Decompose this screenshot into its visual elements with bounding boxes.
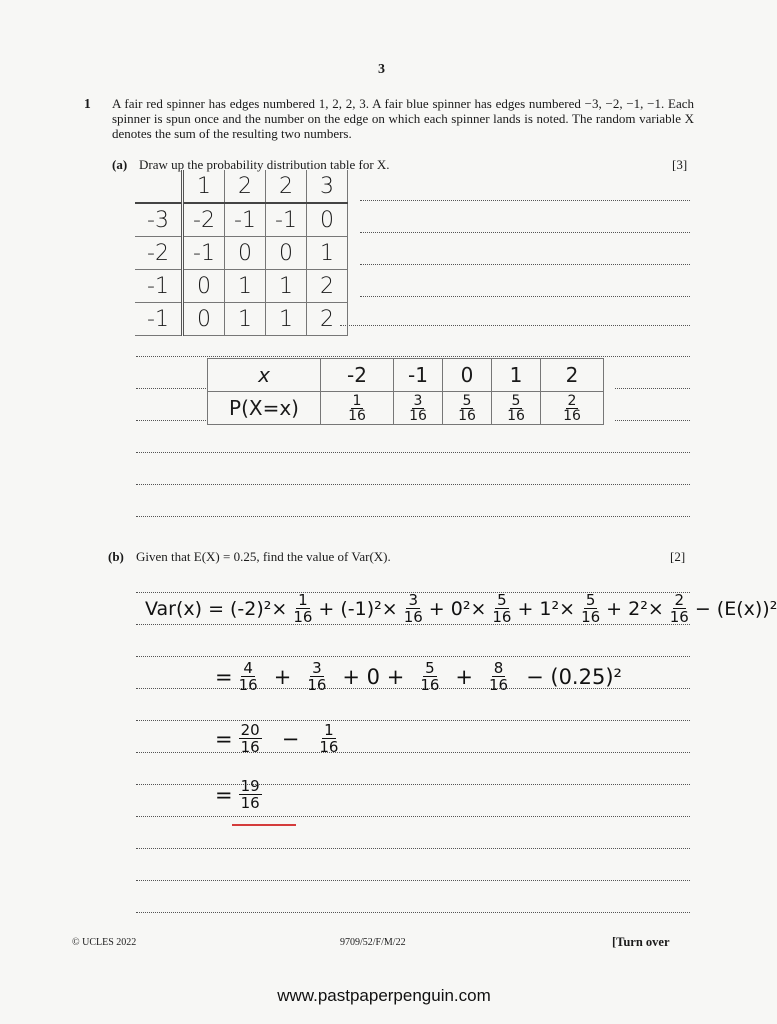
turn-over: [Turn over [612,935,670,949]
sum-cell: 2 [307,270,348,303]
answer-line [136,912,690,913]
term: − (0.25)² [526,664,622,689]
denominator: 16 [238,676,258,694]
working-line-1 [145,592,777,625]
numerator: 5 [425,659,435,677]
sum-cell: 1 [225,303,266,336]
numerator: 4 [243,659,253,677]
working-line-3 [215,722,338,755]
var-lhs: Var(x) = [145,597,225,620]
numerator: 5 [497,591,507,609]
sum-cell: 1 [266,270,307,303]
equals-sign: = [215,726,233,751]
answer-line [136,420,208,421]
col-header: 1 [183,170,225,203]
numerator: 3 [312,659,322,677]
numerator: 2 [674,591,685,609]
equals-sign: = [215,664,233,689]
operator: + 0 + [342,664,405,689]
operator: − [281,726,300,751]
part-b-label: (b) [108,549,124,564]
denominator: 16 [669,608,689,626]
answer-line [360,200,690,201]
term: + 2²× [606,597,664,620]
answer-line [136,880,690,881]
answer-line [136,720,690,721]
answer-line [340,325,690,326]
answer-line [360,264,690,265]
sum-cell: -1 [266,203,307,237]
answer-line [136,452,690,453]
numerator: 20 [240,721,260,739]
numerator: 5 [585,591,596,609]
denominator: 16 [240,794,260,812]
sum-table [135,170,348,336]
prob-denominator: 16 [409,407,427,424]
sum-cell: 0 [183,270,225,303]
sum-cell: 1 [307,237,348,270]
sum-cell: 0 [266,237,307,270]
numerator: 8 [493,659,504,677]
prob-denominator: 16 [458,407,476,424]
sum-cell: 1 [225,270,266,303]
x-label: x [208,359,321,392]
operator: + [455,664,474,689]
answer-line [360,232,690,233]
sum-cell: -2 [183,203,225,237]
copyright: © UCLES 2022 [72,937,137,948]
col-header: 3 [307,170,348,203]
term: − (E(x))² [694,597,777,620]
term: + (-1)²× [318,597,398,620]
distribution-table [207,358,604,425]
sum-cell: -1 [183,237,225,270]
numerator: 1 [324,721,334,739]
prob-numerator: 1 [352,392,362,409]
sum-cell: 0 [225,237,266,270]
part-a-label: (a) [112,157,128,172]
prob-cell [321,392,394,425]
denominator: 16 [319,738,339,756]
part-b-marks: [2] [670,549,686,564]
prob-numerator: 3 [413,392,423,409]
x-value: 0 [443,359,492,392]
numerator: 3 [408,591,418,609]
answer-line [615,420,690,421]
answer-underline [232,824,296,826]
x-value: -2 [321,359,394,392]
x-value: 1 [492,359,541,392]
part-a-text: Draw up the probability distribution table for X. [139,157,390,172]
sum-cell: 1 [266,303,307,336]
prob-cell [541,392,604,425]
denominator: 16 [240,738,260,756]
denominator: 16 [489,676,509,694]
denominator: 16 [403,608,423,626]
corner-cell [135,170,183,203]
prob-denominator: 16 [507,407,525,424]
row-header: -3 [135,203,183,237]
numerator: 19 [240,777,260,795]
final-answer [215,778,262,811]
answer-line [615,388,690,389]
sum-cell: 0 [307,203,348,237]
term: (-2)²× [230,597,288,620]
answer-line [136,356,690,357]
working-line-2 [215,660,622,693]
answer-line [136,848,690,849]
term: + 1²× [517,597,576,620]
prob-cell [492,392,541,425]
answer-line [136,816,690,817]
prob-numerator: 5 [511,392,521,409]
operator: + [273,664,292,689]
answer-line [360,296,690,297]
website-url: www.pastpaperpenguin.com [277,986,491,1005]
paper-code: 9709/52/F/M/22 [340,937,406,948]
prob-denominator: 16 [348,407,366,424]
page-number: 3 [378,62,385,77]
answer-line [136,388,208,389]
equals-sign: = [215,782,233,807]
x-value: -1 [394,359,443,392]
row-header: -2 [135,237,183,270]
numerator: 1 [298,591,308,609]
answer-line [136,516,690,517]
question-text: A fair red spinner has edges numbered 1, 2, 2, 3. A fair blue spinner has edges numbered −3, −2, −1, −1. Each spinner is spun once and the number on the edge on which each spinner lands is noted. The random variable X denotes the sum of the resulting two numbers. [112,96,694,141]
col-header: 2 [266,170,307,203]
answer-line [136,484,690,485]
denominator: 16 [307,676,327,694]
prob-numerator: 5 [462,392,472,409]
denominator: 16 [492,608,512,626]
prob-cell [394,392,443,425]
prob-denominator: 16 [563,407,581,424]
p-label: P(X=x) [208,392,321,425]
sum-cell: -1 [225,203,266,237]
part-b-text: Given that E(X) = 0.25, find the value of Var(X). [136,549,391,564]
col-header: 2 [225,170,266,203]
prob-cell [443,392,492,425]
part-a-marks: [3] [672,157,688,172]
denominator: 16 [420,676,440,694]
sum-cell: 0 [183,303,225,336]
denominator: 16 [581,608,601,626]
question-number: 1 [84,96,91,111]
answer-line [136,656,690,657]
sum-cell: 2 [307,303,348,336]
denominator: 16 [293,608,313,626]
row-header: -1 [135,303,183,336]
row-header: -1 [135,270,183,303]
x-value: 2 [541,359,604,392]
term: + 0²× [428,597,487,620]
prob-numerator: 2 [567,392,577,409]
